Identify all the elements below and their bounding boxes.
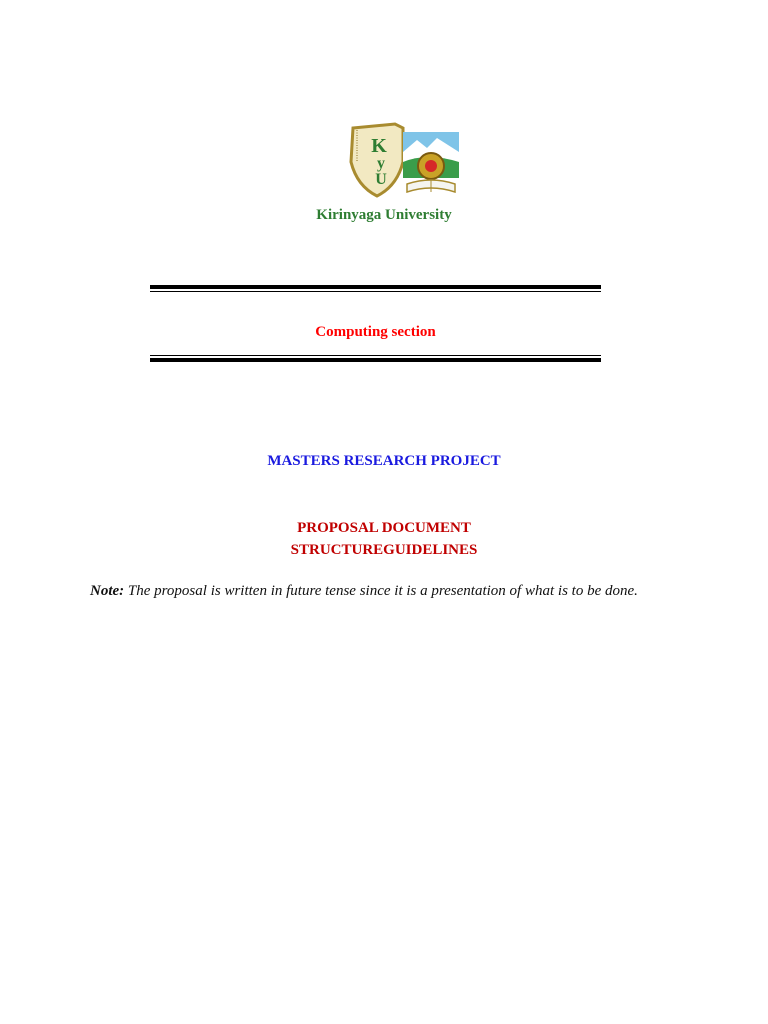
proposal-title-line-1: PROPOSAL DOCUMENT [297, 520, 471, 536]
note-paragraph [90, 583, 730, 600]
svg-text:U: U [375, 171, 387, 188]
proposal-title [0, 517, 768, 561]
section-title: Computing section [315, 324, 436, 340]
university-logo [347, 122, 465, 200]
proposal-title-line-2: STRUCTUREGUIDELINES [290, 542, 478, 558]
top-rule-thick [150, 285, 601, 289]
project-title: MASTERS RESEARCH PROJECT [267, 453, 501, 469]
top-rule-thin [150, 291, 601, 292]
bottom-rule-thin [150, 355, 601, 356]
university-name: Kirinyaga University [316, 207, 452, 223]
note-text: The proposal is written in future tense since it is a presentation of what is to be done. [124, 583, 638, 599]
bottom-rule-thick [150, 358, 601, 362]
svg-text:K: K [371, 135, 387, 157]
note-label: Note: [90, 583, 125, 599]
svg-text:y: y [377, 155, 385, 172]
